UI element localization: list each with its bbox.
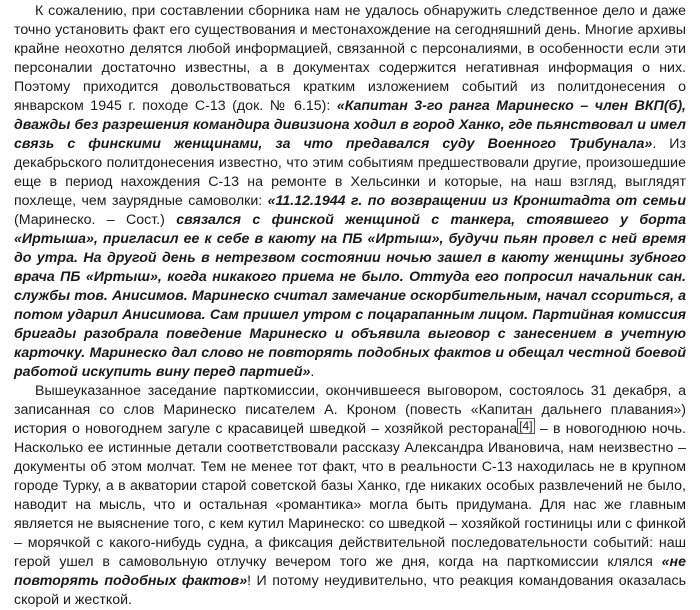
quote-political-report-january: «Капитан 3-го ранга Маринеско – член ВКП(б), дважды без разрешения командира дивизиона ходил в город Ханко, где пьянствовал и имел связь с финскими женщинами, за что предавался суду Военного Трибунала»: [14, 98, 686, 152]
quote-december-report-start: «11.12.1944 г. по возвращении из Кронштадта от семьи: [267, 193, 686, 209]
paragraph-1-text-1: К сожалению, при составлении сборника нам не удалось обнаружить следственное дело и даже точно установить факт его существования и местонахождение на сегодняшний день. Многие архивы крайне неохотно делятся любой информацией, связанной с персоналиями, в особенности если эти персоналии достаточно известны, а в документах содержится негативная информация о них. Поэтому приходится довольствоваться кратким изложением событий из политдонесения о январском 1945 г. походе С-13 (док. № 6.15):: [14, 3, 686, 114]
quote-not-repeat: «не повторять подобных фактов»: [14, 554, 686, 589]
paragraph-1-text-2: . Из декабрьского политдонесения известно, что этим событиям предшествовали другие, произошедшие еще в период нахождения С-13 на ремонте в Хельсинки и которые, на наш взгляд, выглядят похлеще, чем заурядные самоволки:: [14, 136, 686, 209]
paragraph-2-text-3: ! И потому неудивительно, что реакция командования оказалась скорой и жесткой.: [14, 573, 686, 608]
footnote-link-4[interactable]: [4]: [519, 419, 533, 433]
paragraph-2-text-2: – в новогоднюю ночь. Насколько ее истинные детали соответствовали рассказу Александра Ивановича, нам неизвестно – документы об этом молчат. Тем не менее тот факт, что в реальности С-13 находилась не в крупном городе Турку, а в акватории старой советской базы Ханко, где никаких особых развлечений не было, наводит на мысль, что и остальная «романтика» могла быть придумана. Для нас же главным является не выяснение того, с кем кутил Маринеско: со шведкой – хозяйкой гостиницы или с финкой – морячкой с какого-нибудь судна, а фиксация действительной последовательности событий: наш герой ушел в самовольную отлучку вечером того же дня, когда на парткомиссии клялся: [14, 421, 686, 570]
quote-december-report-body: связался с финской женщиной с танкера, стоявшего у борта «Иртыша», пригласил ее к себе в каюту на ПБ «Иртыш», будучи пьян провел с ней время до утра. На другой день в нетрезвом состоянии ночью зашел в каюту женщины зубного врача ПБ «Иртыш», когда никакого приема не было. Оттуда его попросил начальник сан. службы тов. Анисимов. Маринеско считал замечание оскорбительным, начал ссориться, а потом ударил Анисимова. Сам пришел утром с поцарапанным лицом. Партийная комиссия бригады разобрала поведение Маринеско и объявила выговор с занесением в учетную карточку. Маринеско дал слово не повторять подобных фактов и обещал честной боевой работой искупить вину перед партией»: [14, 212, 686, 380]
paragraph-1-text-end: .: [310, 364, 315, 380]
paragraph-1: [14, 2, 686, 382]
paragraph-2: [14, 382, 686, 610]
paragraph-2-text-1: Вышеуказанное заседание парткомиссии, окончившееся выговором, состоялось 31 декабря, а записанная со слов Маринеско писателем А. Кроном (повесть «Капитан дальнего плавания») история о новогоднем загуле с красавицей шведкой – хозяйкой ресторана: [14, 383, 686, 437]
paragraph-1-editor-note: (Маринеско. – Сост.): [14, 212, 177, 228]
